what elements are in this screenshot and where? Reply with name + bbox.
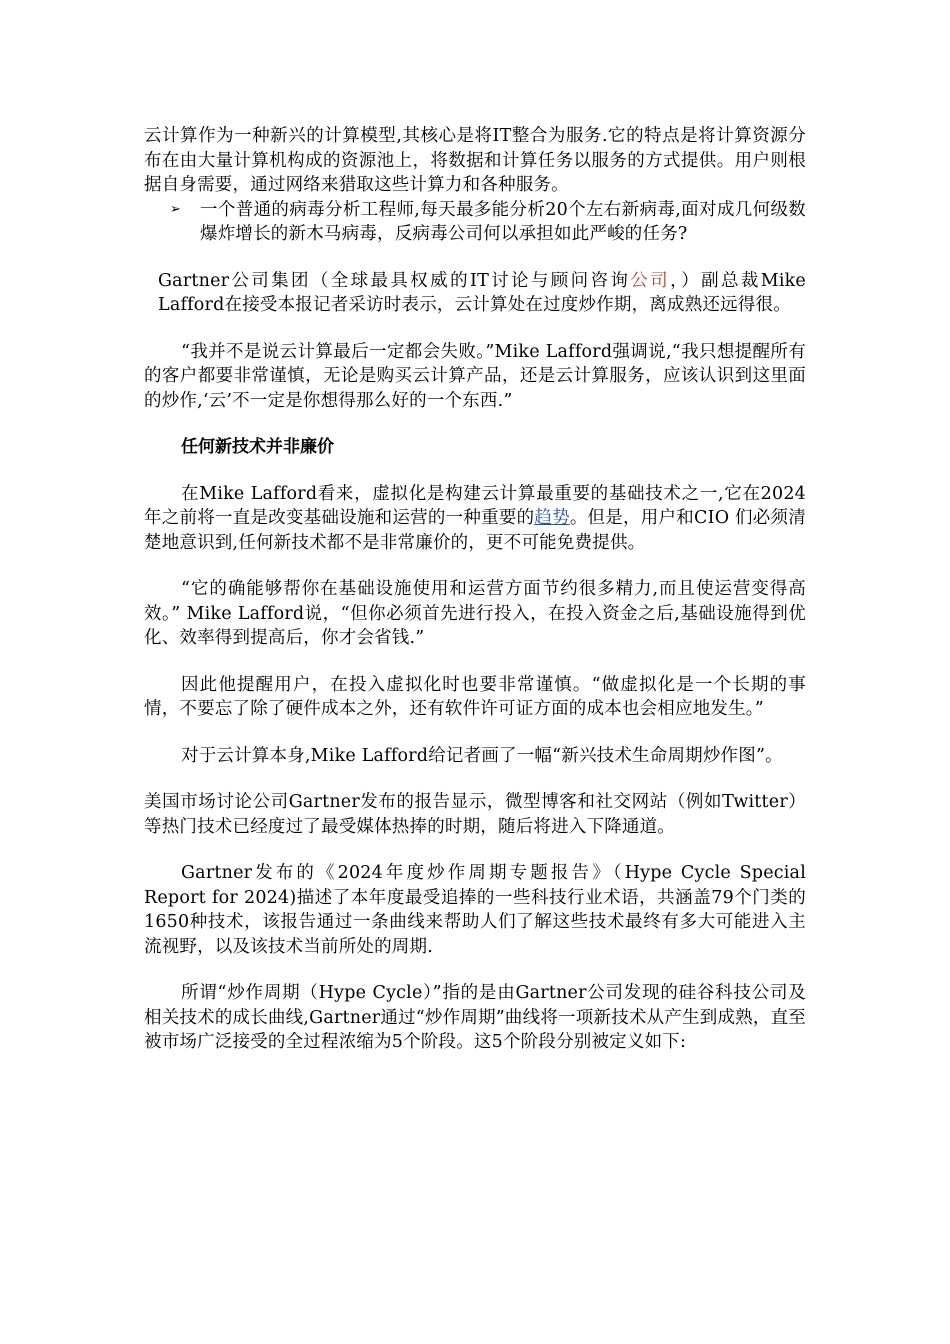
paragraph-quote-2: “它的确能够帮你在基础设施使用和运营方面节约很多精力,而且使运营变得高效。” Mike Lafford说，“但你必须首先进行投入，在投入资金之后,基础设施得到优化、效率得到提高后，你才会省钱.” (144, 579, 806, 648)
company-highlight: 公司 (630, 270, 671, 291)
paragraph-hype-report: Gartner发布的《2024年度炒作周期专题报告》（Hype Cycle Special Report for 2024)描述了本年度最受追捧的一些科技行业术语，共涵盖79个门类的1650种技术，该报告通过一条曲线来帮助人们了解这些技术最终有多大可能进入主流视野，以及该技术当前所处的周期. (144, 863, 806, 957)
paragraph-gartner-part-a: Gartner公司集团（全球最具权威的IT讨论与顾问咨询 (158, 270, 631, 291)
bullet-item (170, 198, 806, 247)
paragraph-quote-1: “我并不是说云计算最后一定都会失败。”Mike Lafford强调说,“我只想提醒所有的客户都要非常谨慎，无论是购买云计算产品，还是云计算服务，应该认识到这里面的炒作,‘云’不一定是你想得那么好的一个东西.” (144, 341, 806, 411)
bullet-text: 一个普通的病毒分析工程师,每天最多能分析20个左右新病毒,面对成几何级数爆炸增长的新木马病毒，反病毒公司何以承担如此严峻的任务? (200, 199, 806, 244)
paragraph-market-report: 美国市场讨论公司Gartner发布的报告显示，微型博客和社交网站（例如Twitter）等热门技术已经度过了最受媒体热捧的时期，随后将进入下降通道。 (144, 792, 806, 837)
section-heading: 任何新技术并非廉价 (181, 437, 334, 457)
paragraph-gartner-part-b: ，）副总裁Mike Lafford在接受本报记者采访时表示，云计算处在过度炒作期，离成熟还远得很。 (158, 270, 806, 315)
document-page (144, 124, 806, 1055)
trend-link[interactable]: 趋势 (534, 508, 570, 528)
paragraph-virtualization-part-a: 在Mike Lafford看来，虚拟化是构建云计算最重要的基础技术之一,它在2024年之前将一直是改变基础设施和运营的一种重要的 (144, 483, 806, 528)
paragraph-virtualization (144, 482, 806, 556)
paragraph-caution: 因此他提醒用户，在投入虚拟化时也要非常谨慎。“做虚拟化是一个长期的事情，不要忘了除了硬件成本之外，还有软件许可证方面的成本也会相应地发生。” (144, 674, 806, 719)
paragraph-hype-definition: 所谓“炒作周期（Hype Cycle）”指的是由Gartner公司发现的硅谷科技公司及相关技术的成长曲线,Gartner通过“炒作周期”曲线将一项新技术从产生到成熟，直至被市场广泛接受的全过程浓缩为5个阶段。这5个阶段分别被定义如下: (144, 983, 806, 1052)
paragraph-hype-chart: 对于云计算本身,Mike Lafford给记者画了一幅“新兴技术生命周期炒作图”。 (181, 745, 783, 766)
paragraph-virtualization-part-b: 。但是，用户和CIO 们必须清楚地意识到,任何新技术都不是非常廉价的，更不可能免费提供。 (144, 508, 806, 553)
arrow-bullet-icon: ➢ (170, 201, 181, 217)
paragraph-intro: 云计算作为一种新兴的计算模型,其核心是将IT整合为服务.它的特点是将计算资源分布在由大量计算机构成的资源池上，将数据和计算任务以服务的方式提供。用户则根据自身需要，通过网络来猎取这些计算力和各种服务。 (144, 126, 806, 195)
paragraph-gartner (144, 269, 806, 318)
